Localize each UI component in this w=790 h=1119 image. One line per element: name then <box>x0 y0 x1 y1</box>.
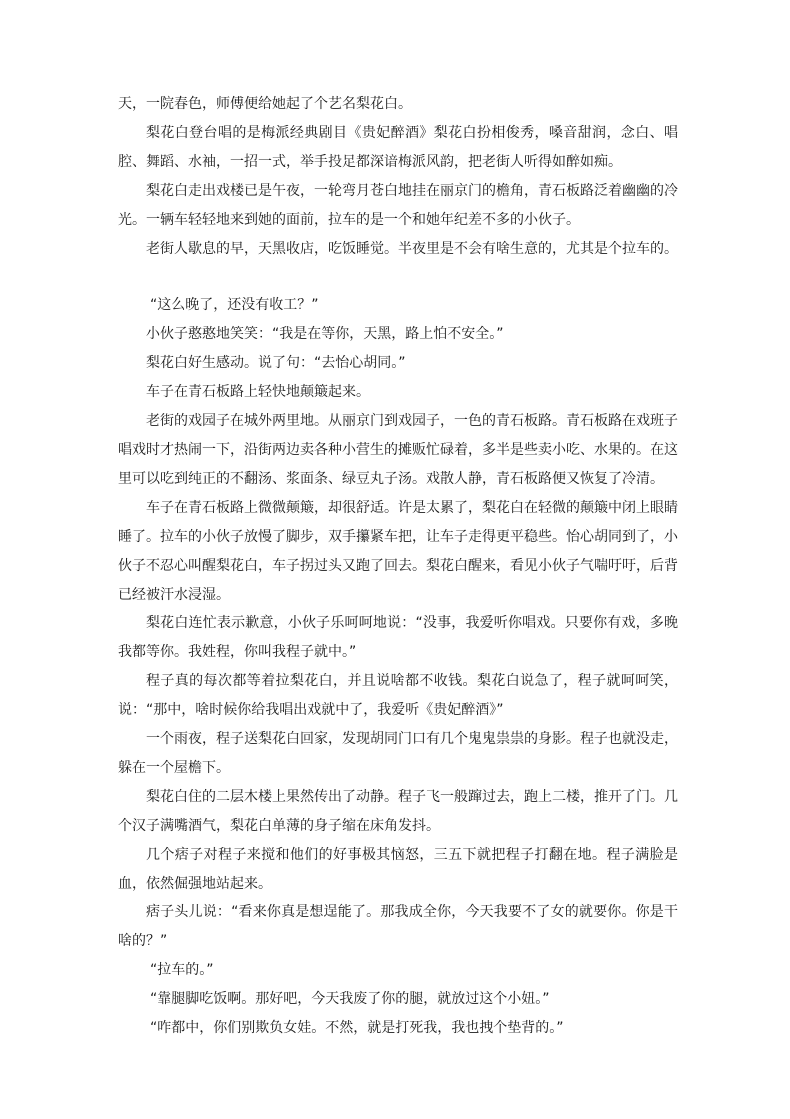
paragraph-13: 一个雨夜，程子送梨花白回家，发现胡同门口有几个鬼鬼祟祟的身影。程子也就没走，躲在一个屋檐下。 <box>118 731 678 776</box>
paragraph-16: 痞子头儿说：“看来你真是想逞能了。那我成全你，今天我要不了女的就要你。你是干啥的？” <box>118 904 678 950</box>
paragraph-2: 梨花白登台唱的是梅派经典剧目《贵妃醉酒》梨花白扮相俊秀，嗓音甜润，念白、唱腔、舞蹈、水袖，一招一式，举手投足都深谙梅派风韵，把老街人听得如醉如痴。 <box>118 124 678 170</box>
paragraph-19: “咋都中，你们别欺负女娃。不然，就是打死我，我也拽个垫背的。” <box>150 1020 564 1037</box>
paragraph-15: 几个痞子对程子来搅和他们的好事极其恼怒，三五下就把程子打翻在地。程子满脸是血，依然倔强地站起来。 <box>118 846 678 892</box>
paragraph-5: “这么晚了，还没有收工？” <box>150 297 319 314</box>
paragraph-8: 车子在青石板路上轻快地颠簸起来。 <box>146 384 370 401</box>
paragraph-12: 程子真的每次都等着拉梨花白，并且说啥都不收钱。梨花白说急了，程子就呵呵笑，说：“那中，啥时候你给我唱出戏就中了，我爱听《贵妃醉酒》” <box>118 673 678 719</box>
paragraph-18: “靠腿脚吃饭啊。那好吧，今天我废了你的腿，就放过这个小妞。” <box>150 991 550 1008</box>
paragraph-6: 小伙子憨憨地笑笑：“我是在等你，天黑，路上怕不安全。” <box>146 326 504 343</box>
paragraph-10: 车子在青石板路上微微颠簸，却很舒适。许是太累了，梨花白在轻微的颠簸中闭上眼睛睡了。拉车的小伙子放慢了脚步，双手攥紧车把，让车子走得更平稳些。怡心胡同到了，小伙子不忍心叫醒梨花白，车子拐过头又跑了回去。梨花白醒来，看见小伙子气喘吁吁，后背已经被汗水浸湿。 <box>118 499 678 603</box>
paragraph-4: 老街人歇息的早，天黑收店，吃饭睡觉。半夜里是不会有啥生意的，尤其是个拉车的。 <box>146 240 678 257</box>
paragraph-1: 天，一院春色，师傅便给她起了个艺名梨花白。 <box>118 96 412 112</box>
paragraph-3: 梨花白走出戏楼已是午夜，一轮弯月苍白地挂在丽京门的檐角，青石板路泛着幽幽的冷光。一辆车轻轻地来到她的面前，拉车的是一个和她年纪差不多的小伙子。 <box>118 182 678 228</box>
paragraph-17: “拉车的。” <box>150 962 214 979</box>
paragraph-7: 梨花白好生感动。说了句：“去怡心胡同。” <box>146 355 406 372</box>
paragraph-11: 梨花白连忙表示歉意，小伙子乐呵呵地说：“没事，我爱听你唱戏。只要你有戏，多晚我都等你。我姓程，你叫我程子就中。” <box>118 615 678 661</box>
paragraph-gap <box>118 263 678 291</box>
paragraph-9: 老街的戏园子在城外两里地。从丽京门到戏园子，一色的青石板路。青石板路在戏班子唱戏时才热闹一下，沿街两边卖各种小营生的摊贩忙碌着，多半是些卖小吃、水果的。在这里可以吃到纯正的不翻汤、浆面条、绿豆丸子汤。戏散人静，青石板路便又恢复了冷清。 <box>118 413 678 487</box>
paragraph-14: 梨花白住的二层木楼上果然传出了动静。程子飞一般蹿过去，跑上二楼，推开了门。几个汉子满嘴酒气，梨花白单薄的身子缩在床角发抖。 <box>118 788 678 834</box>
story-body <box>118 90 678 1043</box>
